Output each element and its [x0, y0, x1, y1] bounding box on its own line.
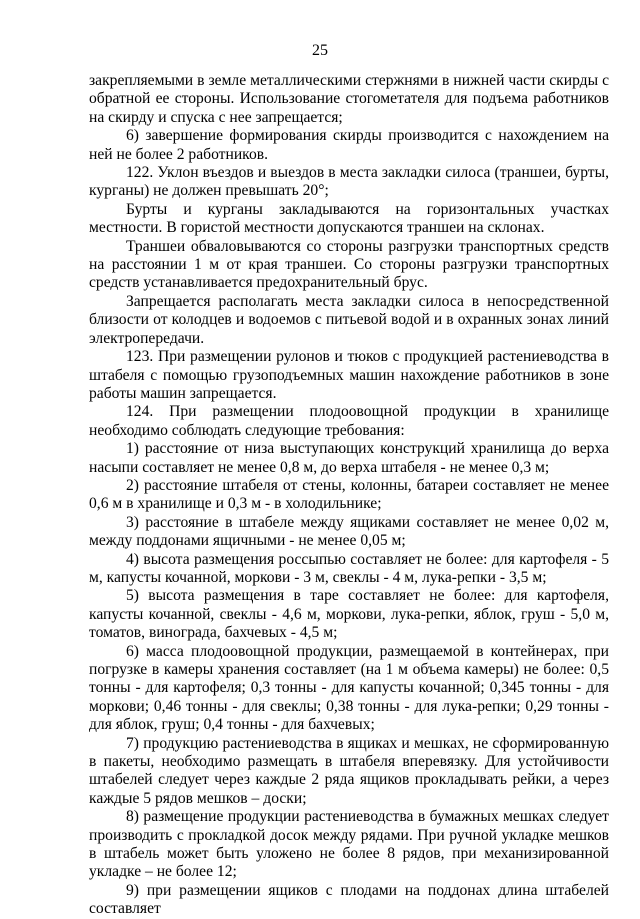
paragraph-requirement-5: 5) высота размещения в таре составляет не более: для картофеля, капусты кочанной, свеклы - 4,6 м, моркови, лука-репки, яблок, груш - 5,0 м, томатов, винограда, бахчевых - 4,5 м;	[89, 587, 609, 642]
paragraph-prohibition: Запрещается располагать места закладки силоса в непосредственной близости от колодцев и водоемов с питьевой водой и в охранных зонах линий электропередачи.	[89, 292, 609, 347]
paragraph-requirement-6: 6) масса плодоовощной продукции, размещаемой в контейнерах, при погрузке в камеры хранения составляет (на 1 м объема камеры) не более: 0,5 тонны - для картофеля; 0,3 тонны - для капусты кочанной; 0,345 тонны - для моркови; 0,46 тонны - для свеклы; 0,38 тонны - для лука-репки; 0,29 тонны - для яблок, груш; 0,4 тонны - для бахчевых;	[89, 642, 609, 734]
paragraph-requirement-9: 9) при размещении ящиков с плодами на поддонах длина штабелей составляет	[89, 881, 609, 918]
paragraph-mounds: Бурты и курганы закладываются на горизонтальных участках местности. В гористой местности допускаются траншеи на склонах.	[89, 200, 609, 237]
paragraph-124: 124. При размещении плодоовощной продукции в хранилище необходимо соблюдать следующие требования:	[89, 403, 609, 439]
paragraph-requirement-3: 3) расстояние в штабеле между ящиками составляет не менее 0,02 м, между поддонами ящичными - не менее 0,05 м;	[89, 513, 609, 550]
paragraph-123: 123. При размещении рулонов и тюков с продукцией растениеводства в штабеля с помощью грузоподъемных машин нахождение работников в зоне работы машин запрещается.	[89, 348, 609, 402]
document-body	[89, 72, 609, 919]
paragraph-item-6-stacking: 6) завершение формирования скирды производится с нахождением на ней не более 2 работников.	[89, 127, 609, 163]
paragraph-requirement-2: 2) расстояние штабеля от стены, колонны, батареи составляет не менее 0,6 м в хранилище и 0,3 м - в холодильнике;	[89, 476, 609, 513]
page-number: 25	[312, 42, 328, 59]
paragraph-trenches: Траншеи обваловываются со стороны разгрузки транспортных средств на расстоянии 1 м от края траншеи. Со стороны разгрузки транспортных средств устанавливается предохранительный брус.	[89, 237, 609, 292]
paragraph-requirement-1: 1) расстояние от низа выступающих конструкций хранилища до верха насыпи составляет не менее 0,8 м, до верха штабеля - не менее 0,3 м;	[89, 440, 609, 476]
paragraph-continuation: закрепляемыми в земле металлическими стержнями в нижней части скирды с обратной ее стороны. Использование стогометателя для подъема работников на скирду и спуска с нее запрещается;	[89, 72, 609, 126]
paragraph-requirement-8: 8) размещение продукции растениеводства в бумажных мешках следует производить с прокладкой досок между рядами. При ручной укладке мешков в штабель может быть уложено не более 8 рядов, при механизированной укладке – не более 12;	[89, 808, 609, 881]
paragraph-requirement-7: 7) продукцию растениеводства в ящиках и мешках, не сформированную в пакеты, необходимо размещать в штабеля вперевязку. Для устойчивости штабелей следует через каждые 2 ряда ящиков прокладывать рейки, а через каждые 5 рядов мешков – доски;	[89, 734, 609, 807]
paragraph-requirement-4: 4) высота размещения россыпью составляет не более: для картофеля - 5 м, капусты кочанной, моркови - 3 м, свеклы - 4 м, лука-репки - 3,5 м;	[89, 550, 609, 586]
paragraph-122: 122. Уклон въездов и выездов в места закладки силоса (траншеи, бурты, курганы) не должен превышать 20°;	[89, 164, 609, 200]
